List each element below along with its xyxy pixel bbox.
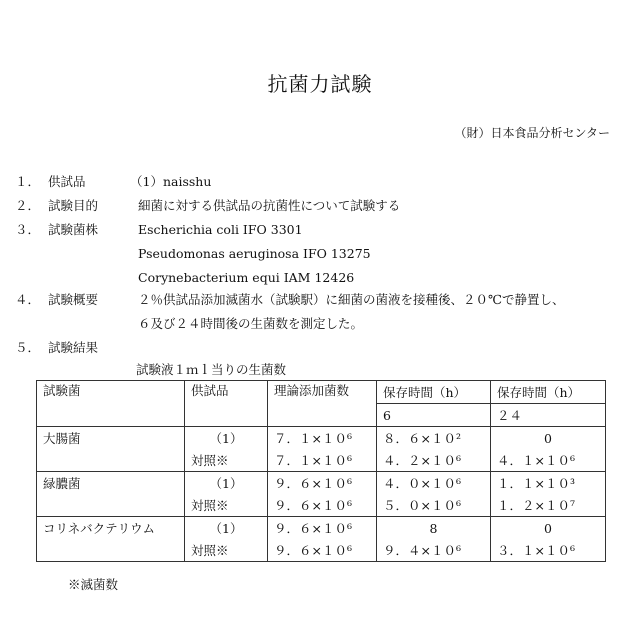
section-5: [8, 338, 98, 356]
section-3-heading: 試験菌株: [48, 222, 99, 237]
section-1: [8, 172, 86, 190]
cell: （1）: [185, 517, 268, 540]
section-4: [8, 290, 98, 308]
table-row: [37, 472, 606, 495]
section-2-heading: 試験目的: [48, 198, 99, 213]
table-caption: 試験液１ｍｌ当りの生菌数: [136, 362, 287, 377]
section-5-heading: 試験結果: [48, 340, 99, 355]
section-4-heading: 試験概要: [48, 292, 99, 307]
subheader-cell: ２４: [491, 404, 606, 427]
cell: （1）: [185, 427, 268, 450]
cell: ８．６×１０²: [377, 427, 491, 450]
strain-1: Escherichia coli IFO 3301: [138, 222, 303, 237]
header-cell: 試験菌: [37, 381, 185, 427]
cell: 対照※: [185, 494, 268, 517]
section-3-number: ３．: [14, 222, 40, 237]
strain-3: Corynebacterium equi IAM 12426: [138, 270, 355, 285]
cell: [37, 539, 185, 562]
cell: ７．１×１０⁶: [268, 449, 377, 472]
section-4-line-1: ２％供試品添加滅菌水（試験駅）に細菌の菌液を接種後、２０℃で静置し、: [138, 292, 565, 307]
table-row: [37, 427, 606, 450]
cell: ９．６×１０⁶: [268, 517, 377, 540]
section-2-number: ２．: [14, 198, 40, 213]
header-cell: 保存時間（h）: [377, 381, 491, 404]
page-title: 抗菌力試験: [267, 72, 373, 96]
header-cell: 理論添加菌数: [268, 381, 377, 427]
section-1-number: １．: [14, 174, 40, 189]
cell: [37, 449, 185, 472]
organization-name: （財）日本食品分析センター: [454, 126, 610, 140]
cell: 対照※: [185, 539, 268, 562]
table-row: [37, 449, 606, 472]
cell: 0: [491, 427, 606, 450]
section-1-value: （1）naisshu: [130, 174, 212, 189]
section-1-heading: 供試品: [48, 174, 86, 189]
cell: ４．２×１０⁶: [377, 449, 491, 472]
header-cell: 供試品: [185, 381, 268, 427]
section-5-number: ５．: [14, 340, 40, 355]
cell: ７．１×１０⁶: [268, 427, 377, 450]
strain-2: Pseudomonas aeruginosa IFO 13275: [138, 246, 371, 261]
table-row: [37, 539, 606, 562]
table-header-row: [37, 381, 606, 404]
cell: [37, 494, 185, 517]
header-cell: 保存時間（h）: [491, 381, 606, 404]
subheader-cell: 6: [377, 404, 491, 427]
cell: 8: [377, 517, 491, 540]
cell: ９．６×１０⁶: [268, 539, 377, 562]
cell: ９．６×１０⁶: [268, 472, 377, 495]
cell: ４．０×１０⁶: [377, 472, 491, 495]
cell: ９．４×１０⁶: [377, 539, 491, 562]
cell: ３．１×１０⁶: [491, 539, 606, 562]
footnote: ※滅菌数: [68, 577, 119, 592]
cell: ９．６×１０⁶: [268, 494, 377, 517]
cell: 緑膿菌: [37, 472, 185, 495]
cell: １．２×１０⁷: [491, 494, 606, 517]
cell: 0: [491, 517, 606, 540]
table-row: [37, 517, 606, 540]
cell: （1）: [185, 472, 268, 495]
cell: ５．０×１０⁶: [377, 494, 491, 517]
section-2: [8, 196, 98, 214]
table-row: [37, 494, 606, 517]
section-4-line-2: ６及び２４時間後の生菌数を測定した。: [138, 316, 364, 331]
results-table: [36, 380, 606, 562]
cell: ４．１×１０⁶: [491, 449, 606, 472]
cell: １．１×１０³: [491, 472, 606, 495]
section-3: [8, 220, 98, 238]
cell: コリネバクテリウム: [37, 517, 185, 540]
cell: 大腸菌: [37, 427, 185, 450]
section-4-number: ４．: [14, 292, 40, 307]
cell: 対照※: [185, 449, 268, 472]
section-2-value: 細菌に対する供試品の抗菌性について試験する: [138, 198, 401, 213]
